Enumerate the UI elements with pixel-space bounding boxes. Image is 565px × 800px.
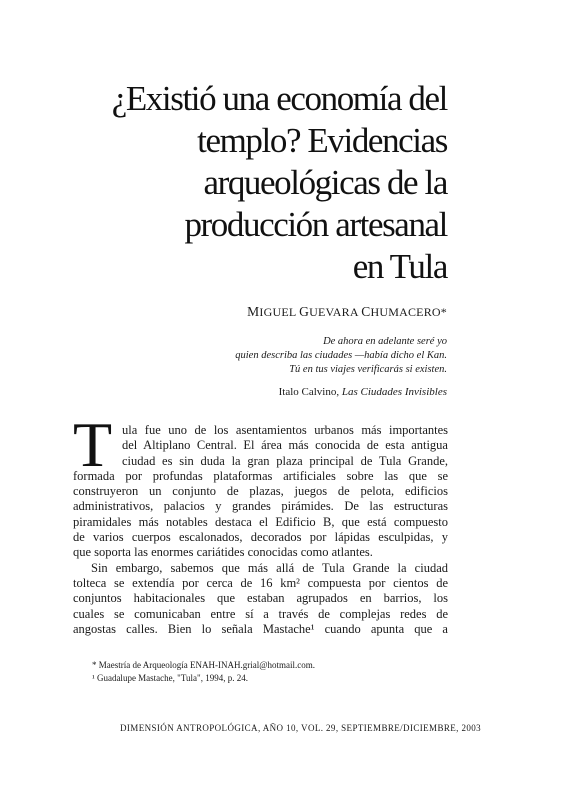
- body-line: conjuntos habitacionales que estaban agrupados en barrios, los: [73, 591, 448, 606]
- title-line: en Tula: [352, 247, 447, 286]
- attribution-work: Las Ciudades Invisibles: [341, 386, 447, 398]
- epigraph-line: De ahora en adelante seré yo: [323, 336, 447, 347]
- author-footnote-marker: *: [440, 305, 447, 319]
- author-byline: [247, 304, 447, 320]
- body-line: administrativos, palacios y grandes pirámides. De las estructuras: [73, 499, 448, 514]
- body-line: de varios cuerpos escalonados, decorados por lápidas esculpidas, y: [73, 530, 448, 545]
- body-line: Sin embargo, sabemos que más allá de Tula Grande la ciudad: [91, 560, 448, 575]
- epigraph-line: quien describa las ciudades —había dicho el Kan.: [235, 350, 447, 361]
- body-line: formada por profundas plataformas artificiales sobre las que se: [73, 468, 448, 483]
- author-initial: C: [361, 304, 371, 319]
- body-line: ciudad es sin duda la gran plaza principal de Tula Grande,: [122, 453, 448, 468]
- drop-cap: T: [73, 409, 113, 480]
- article-title: [47, 78, 447, 288]
- body-line: tolteca se extendía por cerca de 16 km² compuesta por cientos de: [73, 575, 448, 590]
- epigraph-line: Tú en tus viajes verificarás si existen.: [289, 364, 447, 375]
- body-line: del Altiplano Central. El área más conocida de esta antigua: [122, 438, 448, 453]
- body-line: angostas calles. Bien lo señala Mastache¹ cuando apunta que a: [73, 621, 448, 636]
- footnote: * Maestría de Arqueología ENAH-INAH.grial@hotmail.com.: [92, 660, 315, 670]
- title-line: arqueológicas de la: [203, 163, 447, 202]
- body-line: construyeron un conjunto de plazas, juegos de pelota, edificios: [73, 484, 448, 499]
- attribution-author: Italo Calvino,: [278, 386, 342, 398]
- article-body: [73, 423, 448, 637]
- author-name-part: IGUEL: [259, 305, 300, 319]
- author-initial: G: [299, 304, 310, 319]
- title-line: templo? Evidencias: [197, 121, 447, 160]
- body-line: piramidales más notables destaca el Edificio B, que está compuesto: [73, 514, 448, 529]
- epigraph-attribution: [279, 386, 447, 398]
- author-initial: M: [247, 304, 260, 319]
- author-name-part: HUMACERO: [370, 305, 441, 319]
- body-line: cuales se comunicaban entre sí a través de complejas redes de: [73, 606, 448, 621]
- epigraph: [127, 335, 447, 377]
- body-line: ula fue uno de los asentamientos urbanos más importantes: [122, 423, 448, 437]
- footnotes: [92, 659, 452, 684]
- journal-footer: DIMENSIÓN ANTROPOLÓGICA, AÑO 10, VOL. 29, SEPTIEMBRE/DICIEMBRE, 2003: [120, 723, 482, 733]
- footnote: ¹ Guadalupe Mastache, "Tula", 1994, p. 24.: [92, 672, 248, 683]
- title-line: producción artesanal: [184, 205, 447, 244]
- body-line: que soporta las enormes cariátides conocidas como atlantes.: [73, 545, 373, 560]
- author-name-part: UEVARA: [309, 305, 362, 319]
- title-line: ¿Existió una economía del: [111, 79, 447, 118]
